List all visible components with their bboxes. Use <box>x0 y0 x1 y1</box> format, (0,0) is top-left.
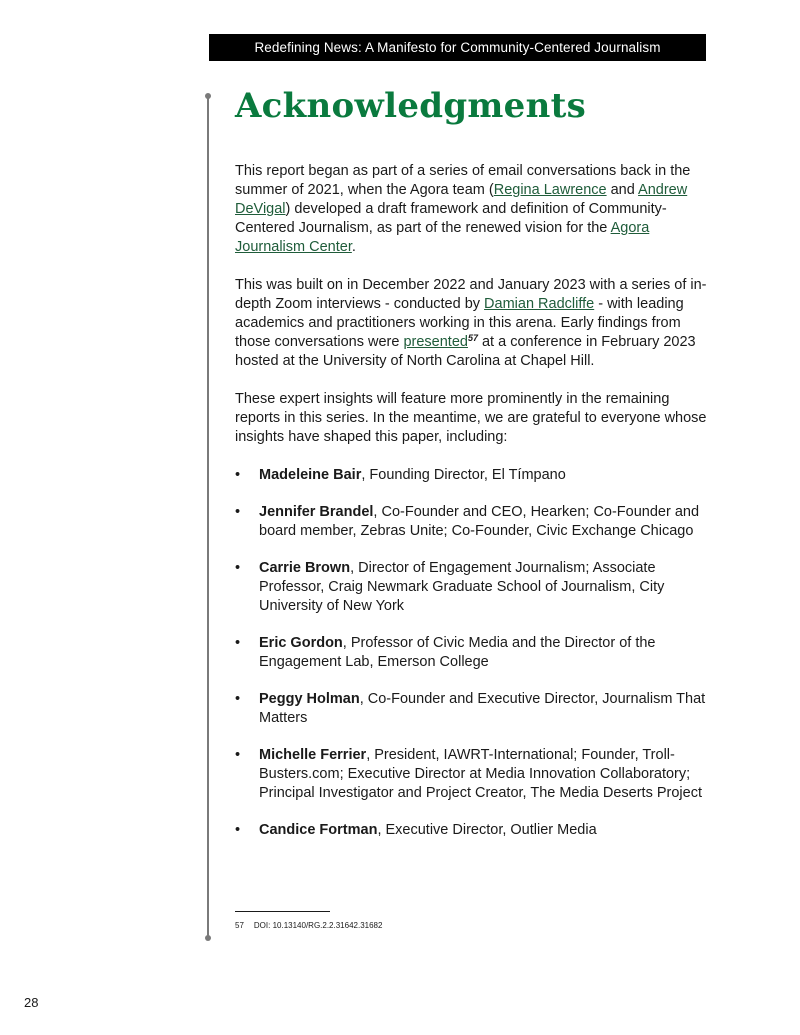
list-item <box>235 559 707 616</box>
person-role: , President, IAWRT-International; Founder, Troll-Busters.com; Executive Director at Media Innovation Collaboratory; Principal Investigator and Project Creator, The Media Deserts Project <box>259 747 702 801</box>
person-role: , Professor of Civic Media and the Director of the Engagement Lab, Emerson College <box>259 635 656 670</box>
person-role: , Co-Founder and Executive Director, Journalism That Matters <box>259 691 706 726</box>
bullet-icon: • <box>235 560 241 576</box>
link-andrew-devigal[interactable]: Andrew DeVigal <box>235 182 688 217</box>
bullet-icon: • <box>235 467 241 483</box>
acknowledgment-list <box>235 466 707 840</box>
footnote-text: DOI: 10.13140/RG.2.2.31642.31682 <box>253 921 383 930</box>
person-name: Jennifer Brandel <box>259 504 374 520</box>
link-presented[interactable]: presented <box>403 334 468 350</box>
person-role: , Director of Engagement Journalism; Associate Professor, Craig Newmark Graduate School of Journalism, City University of New York <box>259 560 665 614</box>
paragraph-intro: This report began as part of a series of email conversations back in the summer of 2021, when the Agora team (Regina Lawrence and Andrew DeVigal) developed a draft framework and definition of Community-Centered Journalism, as part of the renewed vision for the Agora Journalism Center. <box>235 163 691 255</box>
list-item <box>235 466 707 485</box>
person-role: , Founding Director, El Tímpano <box>361 467 566 483</box>
side-rule-top-dot <box>205 93 211 99</box>
link-regina-lawrence[interactable]: Regina Lawrence <box>493 182 607 198</box>
bullet-icon: • <box>235 635 241 651</box>
bullet-icon: • <box>235 822 241 838</box>
link-agora-journalism-center[interactable]: Agora Journalism Center <box>235 220 650 255</box>
person-role: , Executive Director, Outlier Media <box>377 822 597 838</box>
bullet-icon: • <box>235 504 241 520</box>
list-item <box>235 503 707 541</box>
paragraph-interviews: This was built on in December 2022 and January 2023 with a series of in-depth Zoom interviews - conducted by Damian Radcliffe - with leading academics and practitioners working in this arena. Early findings from those conversations were presented$^{57}$ at a conference in February 2023 hosted at the University of North Carolina at Chapel Hill. <box>235 277 707 369</box>
person-name: Eric Gordon <box>259 635 343 651</box>
person-name: Michelle Ferrier <box>259 747 367 763</box>
person-role: , Co-Founder and CEO, Hearken; Co-Founder and board member, Zebras Unite; Co-Founder, Civic Exchange Chicago <box>259 504 700 539</box>
footnote-divider <box>235 911 330 912</box>
page-number: 28 <box>24 995 39 1010</box>
footnote <box>235 921 382 930</box>
list-item <box>235 634 707 672</box>
running-header: Redefining News: A Manifesto for Community-Centered Journalism <box>209 34 706 61</box>
list-item <box>235 746 707 803</box>
person-name: Carrie Brown <box>259 560 351 576</box>
footnote-reference[interactable]: 57 <box>467 333 478 343</box>
person-name: Peggy Holman <box>259 691 360 707</box>
person-name: Madeleine Bair <box>259 467 362 483</box>
list-item <box>235 821 707 840</box>
body-content <box>235 162 707 840</box>
page-title: Acknowledgments <box>235 86 587 126</box>
person-name: Candice Fortman <box>259 822 378 838</box>
side-rule-bottom-dot <box>205 935 211 941</box>
link-damian-radcliffe[interactable]: Damian Radcliffe <box>484 296 595 312</box>
side-rule <box>207 96 209 938</box>
bullet-icon: • <box>235 691 241 707</box>
bullet-icon: • <box>235 747 241 763</box>
footnote-number: 57 <box>235 921 244 930</box>
list-item <box>235 690 707 728</box>
paragraph-gratitude: These expert insights will feature more prominently in the remaining reports in this series. In the meantime, we are grateful to everyone whose insights have shaped this paper, including: <box>235 391 707 445</box>
